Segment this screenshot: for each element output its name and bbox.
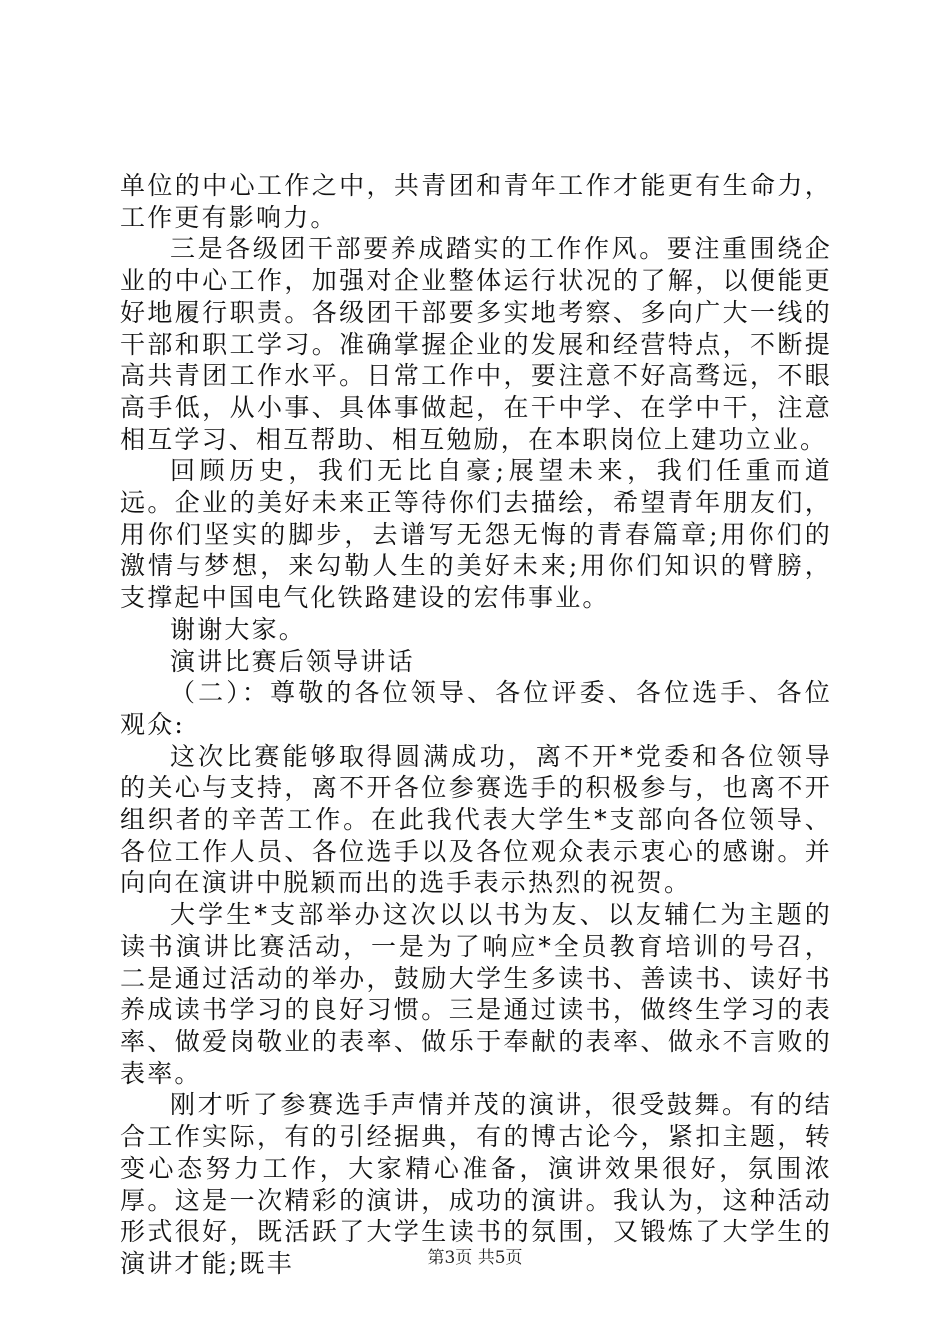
paragraph-impressions: 刚才听了参赛选手声情并茂的演讲，很受鼓舞。有的结合工作实际，有的引经据典，有的博古论今，紧扣主题，转变心态努力工作，大家精心准备，演讲效果很好，氛围浓厚。这是一次精彩的演讲，成功的演讲。我认为，这种活动形式很好，既活跃了大学生读书的氛围，又锻炼了大学生的演讲才能;既丰 <box>120 1090 832 1278</box>
document-body <box>120 170 832 1280</box>
paragraph-event-purpose: 大学生*支部举办这次以以书为友、以友辅仁为主题的读书演讲比赛活动，一是为了响应*全员教育培训的号召，二是通过活动的举办，鼓励大学生多读书、善读书、读好书养成读书学习的良好习惯。三是通过读书，做终生学习的表率、做爱岗敬业的表率、做乐于奉献的表率、做永不言败的表率。 <box>120 900 832 1088</box>
salutation: （二）：尊敬的各位领导、各位评委、各位选手、各位观众: <box>120 678 832 739</box>
page-footer: 第3页 共5页 <box>427 1248 523 1268</box>
section-heading: 演讲比赛后领导讲话 <box>170 646 415 676</box>
paragraph-thanks: 谢谢大家。 <box>170 614 307 644</box>
paragraph-continuation: 单位的中心工作之中，共青团和青年工作才能更有生命力，工作更有影响力。 <box>120 171 832 232</box>
paragraph-review-history: 回顾历史，我们无比自豪;展望未来，我们任重而道远。企业的美好未来正等待你们去描绘，希望青年朋友们，用你们坚实的脚步，去谱写无怨无悔的青春篇章;用你们的激情与梦想，来勾勒人生的美好未来;用你们知识的臂膀，支撑起中国电气化铁路建设的宏伟事业。 <box>120 456 832 613</box>
paragraph-work-style: 三是各级团干部要养成踏实的工作作风。要注重围绕企业的中心工作，加强对企业整体运行状况的了解，以便能更好地履行职责。各级团干部要多实地考察、多向广大一线的干部和职工学习。准确掌握企业的发展和经营特点，不断提高共青团工作水平。日常工作中，要注意不好高骛远，不眼高手低，从小事、具体事做起，在干中学、在学中干，注意相互学习、相互帮助、相互勉励，在本职岗位上建功立业。 <box>120 234 832 454</box>
paragraph-success-thanks: 这次比赛能够取得圆满成功，离不开*党委和各位领导的关心与支持，离不开各位参赛选手的积极参与，也离不开组织者的辛苦工作。在此我代表大学生*支部向各位领导、各位工作人员、各位选手以及各位观众表示衷心的感谢。并向向在演讲中脱颖而出的选手表示热烈的祝贺。 <box>120 741 832 898</box>
